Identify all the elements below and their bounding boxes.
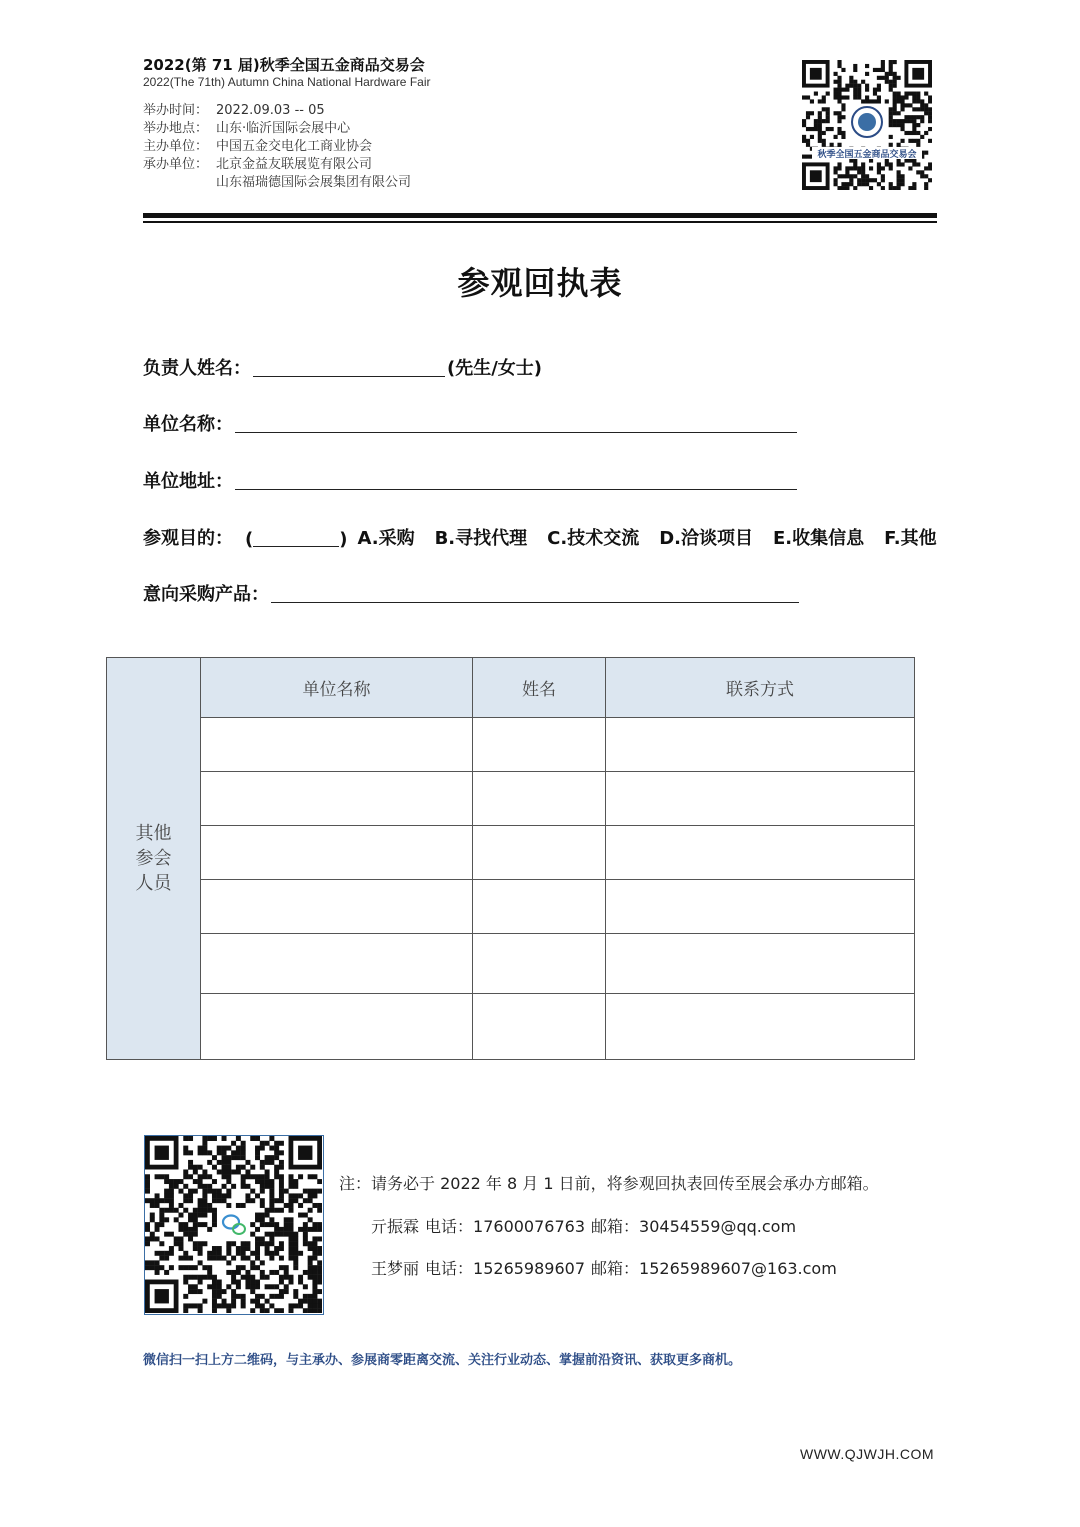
info-label bbox=[143, 174, 216, 192]
cell-company[interactable] bbox=[201, 718, 473, 772]
info-value: 山东·临沂国际会展中心 bbox=[216, 121, 351, 136]
table-row bbox=[107, 880, 915, 934]
purpose-close-paren: ) bbox=[339, 529, 348, 550]
table-header-row bbox=[107, 658, 915, 718]
company-name-field bbox=[143, 410, 799, 436]
page-title: 参观回执表 bbox=[457, 264, 623, 302]
cell-company[interactable] bbox=[201, 772, 473, 826]
cell-name[interactable] bbox=[473, 826, 606, 880]
address-blank[interactable] bbox=[235, 471, 797, 490]
contact-name: 王梦丽 bbox=[371, 1259, 420, 1278]
email-label: 邮箱： bbox=[591, 1217, 640, 1236]
contact-phone: 15265989607 bbox=[473, 1259, 586, 1278]
cell-contact[interactable] bbox=[606, 718, 915, 772]
fair-subtitle: 2022(The 71th) Autumn China National Hardware Fair bbox=[143, 75, 431, 89]
cell-company[interactable] bbox=[201, 994, 473, 1060]
contact-email[interactable]: 15265989607@163.com bbox=[639, 1259, 837, 1278]
info-label: 主办单位： bbox=[143, 139, 209, 154]
info-row-venue bbox=[143, 120, 411, 138]
purpose-option-b: B.寻找代理 bbox=[434, 528, 528, 549]
cell-name[interactable] bbox=[473, 994, 606, 1060]
info-row-time bbox=[143, 102, 411, 120]
header-divider-thin bbox=[143, 221, 937, 223]
info-value: 北京金益友联展览有限公司 bbox=[216, 157, 373, 172]
wechat-qr-icon bbox=[145, 1136, 322, 1313]
purpose-open-paren: ( bbox=[245, 529, 254, 550]
visit-purpose-field bbox=[143, 524, 937, 550]
wechat-qr-code bbox=[144, 1135, 324, 1315]
side-label-line: 其他 bbox=[135, 823, 172, 844]
table-row bbox=[107, 994, 915, 1060]
purpose-option-f: F.其他 bbox=[884, 528, 937, 549]
purpose-option-e: E.收集信息 bbox=[772, 528, 865, 549]
company-address-field bbox=[143, 467, 799, 493]
table-row bbox=[107, 826, 915, 880]
products-blank[interactable] bbox=[271, 584, 799, 603]
company-blank[interactable] bbox=[235, 414, 797, 433]
side-label-line: 参会 bbox=[135, 848, 172, 869]
info-value: 2022.09.03 -- 05 bbox=[216, 103, 325, 118]
cell-contact[interactable] bbox=[606, 772, 915, 826]
deadline-note: 注：请务必于 2022 年 8 月 1 日前，将参观回执表回传至展会承办方邮箱。 bbox=[339, 1174, 879, 1193]
field-label: 单位地址： bbox=[143, 471, 233, 492]
qr-caption: 秋季全国五金商品交易会 bbox=[817, 150, 917, 160]
responsible-name-field bbox=[143, 354, 542, 380]
qr-code-icon bbox=[802, 60, 932, 190]
cell-contact[interactable] bbox=[606, 934, 915, 994]
field-label: 单位名称： bbox=[143, 414, 233, 435]
cell-contact[interactable] bbox=[606, 826, 915, 880]
info-label: 举办地点： bbox=[143, 121, 209, 136]
purpose-option-c: C.技术交流 bbox=[547, 528, 640, 549]
name-blank[interactable] bbox=[253, 358, 445, 377]
info-row-organizer bbox=[143, 156, 411, 174]
cell-name[interactable] bbox=[473, 880, 606, 934]
info-value: 中国五金交电化工商业协会 bbox=[216, 139, 373, 154]
scan-instruction: 微信扫一扫上方二维码，与主承办、参展商零距离交流、关注行业动态、掌握前沿资讯、获取更多商机。 bbox=[143, 1353, 742, 1368]
field-label: 参观目的： bbox=[143, 528, 233, 549]
phone-label: 电话： bbox=[425, 1259, 474, 1278]
contact-name: 亓振霖 bbox=[371, 1217, 420, 1236]
field-label: 负责人姓名： bbox=[143, 358, 251, 379]
table-row bbox=[107, 772, 915, 826]
attendee-table bbox=[106, 657, 915, 1060]
info-label: 承办单位： bbox=[143, 157, 209, 172]
column-header-company: 单位名称 bbox=[201, 658, 473, 718]
cell-contact[interactable] bbox=[606, 994, 915, 1060]
name-suffix: (先生/女士) bbox=[447, 358, 543, 379]
cell-company[interactable] bbox=[201, 826, 473, 880]
intended-products-field bbox=[143, 580, 801, 606]
fair-qr-code bbox=[802, 60, 932, 190]
info-row-host bbox=[143, 138, 411, 156]
email-label: 邮箱： bbox=[591, 1259, 640, 1278]
contact-row bbox=[371, 1256, 837, 1279]
column-header-contact: 联系方式 bbox=[606, 658, 915, 718]
table-row bbox=[107, 934, 915, 994]
info-label: 举办时间： bbox=[143, 103, 209, 118]
column-header-name: 姓名 bbox=[473, 658, 606, 718]
purpose-option-d: D.洽谈项目 bbox=[659, 528, 753, 549]
website-link[interactable]: WWW.QJWJH.COM bbox=[800, 1446, 935, 1462]
table-row bbox=[107, 718, 915, 772]
info-row-organizer-2 bbox=[143, 174, 411, 192]
contact-row bbox=[371, 1214, 796, 1237]
side-label bbox=[107, 658, 201, 1060]
info-value: 山东福瑞德国际会展集团有限公司 bbox=[216, 175, 412, 190]
field-label: 意向采购产品： bbox=[143, 584, 269, 605]
cell-name[interactable] bbox=[473, 718, 606, 772]
phone-label: 电话： bbox=[425, 1217, 474, 1236]
side-label-line: 人员 bbox=[135, 873, 172, 894]
fair-title: 2022(第 71 届)秋季全国五金商品交易会 bbox=[143, 56, 425, 74]
purpose-blank[interactable] bbox=[253, 528, 339, 547]
cell-company[interactable] bbox=[201, 934, 473, 994]
cell-name[interactable] bbox=[473, 772, 606, 826]
contact-phone: 17600076763 bbox=[473, 1217, 586, 1236]
fair-info bbox=[143, 102, 411, 192]
purpose-option-a: A.采购 bbox=[357, 528, 415, 549]
cell-name[interactable] bbox=[473, 934, 606, 994]
cell-company[interactable] bbox=[201, 880, 473, 934]
cell-contact[interactable] bbox=[606, 880, 915, 934]
contact-email[interactable]: 30454559@qq.com bbox=[639, 1217, 797, 1236]
header-divider bbox=[143, 213, 937, 218]
